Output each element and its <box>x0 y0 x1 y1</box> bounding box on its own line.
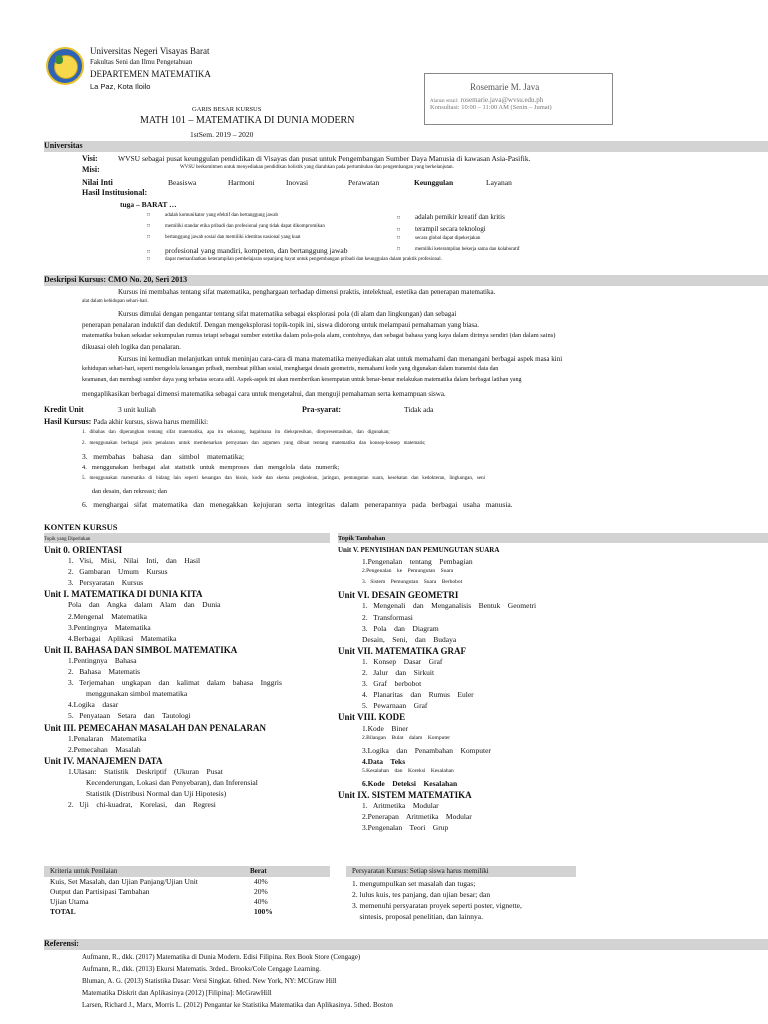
deskripsi-line: Kursus ini kemudian melanjutkan untuk meninjau cara-cara di mana matematika menyediakan alat untuk memahami dan menangani berbagai aspek masa kini <box>118 355 563 363</box>
topic-item: 5.Kesalahan dan Koreksi Kesalahan <box>362 767 454 774</box>
topic-item: 1. Aritmetika Modular <box>362 801 439 811</box>
prasyarat-value: Tidak ada <box>404 405 434 414</box>
hasil-institusional-label: Hasil Institusional: <box>82 188 148 197</box>
deskripsi-line: matematika bukan sekadar sekumpulan rumus tetapi sebagai sumber estetika dalam pola-pola alam, contohnya, dan sebagai bahasa yang kaya dalam dirinya sendiri (dan dalam sains) <box>82 332 556 339</box>
topic-item: Pola dan Angka dalam Alam dan Dunia <box>68 600 221 610</box>
kredit-label: Kredit Unit <box>44 405 84 414</box>
institutional-outcomes-right <box>397 213 697 258</box>
hasil-item: 2. menggunakan berbagai jenis penalaran untuk membenarkan pernyataan dan argumen yang dibuat tentang matematika dan konsep-konsep matematis; <box>82 441 426 446</box>
topic-item: 1.Ulasan: Statistik Deskriptif (Ukuran Pusat <box>68 766 223 776</box>
nilai-inti-label: Nilai Inti <box>82 178 113 187</box>
topic-item: 1.Kode Biner <box>362 723 409 733</box>
topic-item: 1. Visi, Misi, Nilai Inti, dan Hasil <box>68 556 201 566</box>
topic-item: 1.Pengenalan tentang Pembagian <box>362 557 473 567</box>
reference-item: Aufmann, R., dkk. (2013) Ekursi Matematis. 3rded.. Brooks/Cole Cengage Learning. <box>82 965 321 973</box>
topic-item: 3. Pola dan Diagram <box>362 623 439 633</box>
prasyarat-label: Pra-syarat: <box>302 405 342 414</box>
hasil-item: 5. menggunakan matematika di bidang lain seperti keuangan dan bisnis, kode dan skema pengkodean, jaringan, pemungutan suara, kesehatan dan kedokteran, lingkungan, seni <box>82 476 485 481</box>
deskripsi-line: keamanan, dan membagi sumber daya yang terbatas secara adil. Aspek-aspek ini akan memberikan kesempatan untuk benar-benar melakukan matematika dalam berbagai latihan yang <box>82 377 522 383</box>
references-list <box>82 953 393 1013</box>
criteria-name: Output dan Partisipasi Tambahan <box>50 887 150 896</box>
outcome-item: □ memiliki keterampilan bekerja sama dan kolaboratif <box>397 247 520 252</box>
value-beasiswa: Beasiswa <box>168 178 197 187</box>
topic-item: 4.Berbagai Aplikasi Matematika <box>68 633 177 643</box>
criteria-weight: 40% <box>254 877 268 886</box>
unit-heading: Unit VII. MATEMATIKA GRAF <box>338 645 467 656</box>
value-harmoni: Harmoni <box>228 178 255 187</box>
deskripsi-line: alat dalam kehidupan sehari-hari. <box>82 299 149 304</box>
instructor-email: Alamat email: rosemarie.java@wvsu.edu.ph <box>430 96 544 104</box>
criteria-row <box>44 907 330 917</box>
requirement-item: sintesis, proposal penelitian, dan lainnya. <box>352 912 484 921</box>
deskripsi-line: dikuasai oleh logika dan penalaran. <box>82 343 181 351</box>
topik-tambahan-bar: Topik Tambahan <box>338 533 768 543</box>
topic-item: 2. Jalur dan Sirkuit <box>362 668 435 678</box>
kredit-value: 3 unit kuliah <box>118 405 156 414</box>
topic-item: 3. Terjemahan ungkapan dan kalimat dalam bahasa Inggris <box>68 678 282 688</box>
topic-item: Statistik (Distribusi Normal dan Uji Hipotesis) <box>86 789 227 799</box>
criteria-header-row <box>44 866 330 877</box>
topic-item: 3. Graf berbobot <box>362 679 422 689</box>
topic-item: 5. Penyataan Setara dan Tautologi <box>68 711 191 721</box>
topic-item: 2.Pemecahan Masalah <box>68 744 141 754</box>
requirement-item: 1. mengumpulkan set masalah dan tugas; <box>352 879 476 888</box>
requirements-list <box>352 879 522 923</box>
topic-item: 2. Transformasi <box>362 612 413 622</box>
faculty-name: Fakultas Seni dan Ilmu Pengetahuan <box>90 58 193 66</box>
course-title: MATH 101 – MATEMATIKA DI DUNIA MODERN <box>140 115 355 126</box>
misi-label: Misi: <box>82 165 100 174</box>
topic-item: 3. Sistem Pemungutan Suara Berbobot <box>362 579 463 586</box>
topic-item: 2. Gambaran Umum Kursus <box>68 567 168 577</box>
value-layanan: Layanan <box>486 178 512 187</box>
assessment-criteria-table <box>44 866 330 917</box>
outcome-item: □ adalah pemikir kreatif dan kritis <box>397 213 505 221</box>
topic-item: 1. Mengenali dan Menganalisis Bentuk Geometri <box>362 601 537 611</box>
outcome-item: □ terampil secara teknologi <box>397 225 486 233</box>
topic-item: Desain, Seni, dan Budaya <box>362 634 457 644</box>
criteria-row <box>44 887 330 897</box>
topic-item: 2.Bilangan Bulat dalam Komputer <box>362 734 451 741</box>
topic-item: menggunakan simbol matematika <box>86 689 188 699</box>
criteria-weight: 40% <box>254 897 268 906</box>
hasil-item: 4. menggunakan berbagai alat statistik untuk memproses dan mengelola data numerik; <box>82 464 340 471</box>
topic-item: Kecenderungan, Lokasi dan Penyebaran), dan Inferensial <box>86 777 258 787</box>
hasil-item: 3. membahas bahasa dan simbol matematika; <box>82 452 245 461</box>
visi-label: Visi: <box>82 154 98 163</box>
outcome-item: □ secara global dapat dipekerjakan <box>397 236 481 241</box>
topic-item: 2.Mengenal Matematika <box>68 611 147 621</box>
topic-item: 3. Persyaratan Kursus <box>68 578 143 588</box>
hasil-item: 1. dibahas dan diperangkan tentang sifat matematika, apa itu sekarang, bagaimana itu diekspresikan, direpresentasikan, dan digunakan; <box>82 430 390 435</box>
value-inovasi: Inovasi <box>286 178 309 187</box>
semester: 1stSem. 2019 – 2020 <box>190 130 254 139</box>
criteria-row <box>44 877 330 887</box>
criteria-weight: 20% <box>254 887 268 896</box>
topic-item: 3.Pentingnya Matematika <box>68 622 151 632</box>
topic-item: 4.Data Teks <box>362 756 406 766</box>
requirement-item: 3. memenuhi persyaratan proyek seperti poster, vignette, <box>352 901 522 910</box>
section-bar-referensi: Referensi: <box>44 939 768 950</box>
hasil-item: dan desain, dan rekreasi; dan <box>82 488 168 495</box>
unit-heading: Unit IV. MANAJEMEN DATA <box>44 755 163 766</box>
topic-item: 5. Pewarnaan Graf <box>362 701 428 711</box>
unit-heading: Unit 0. ORIENTASI <box>44 545 123 555</box>
unit-heading: Unit V. PENYISIHAN DAN PEMUNGUTAN SUARA <box>338 546 500 554</box>
visi-text: WVSU sebagai pusat keunggulan pendidikan di Visayas dan pusat untuk Pengembangan Sumber Daya Manusia di kawasan Asia-Pasifik. <box>118 154 531 163</box>
topic-item: 1. Konsep Dasar Graf <box>362 656 443 666</box>
konten-title: KONTEN KURSUS <box>44 522 118 532</box>
university-name: Universitas Negeri Visayas Barat <box>90 46 210 56</box>
criteria-weight: 100% <box>254 907 273 916</box>
hasil-kursus-header: Hasil Kursus: Pada akhir kursus, siswa harus memiliki: <box>44 417 209 426</box>
reference-item: Larsen, Richard J., Marx, Morris L. (2012) Pengantar ke Statistika Matematika dan Aplikasinya. 5thed. Boston <box>82 1001 393 1009</box>
university-seal-logo <box>46 47 84 85</box>
topic-item: 2.Penerapan Aritmetika Modular <box>362 812 472 822</box>
topic-item: 4.Logika dasar <box>68 700 119 710</box>
consultation-hours: Konsultasi: 10:00 – 11:00 AM (Senin – Jumat) <box>430 104 552 111</box>
deskripsi-line: kehidupan sehari-hari, seperti mengelola keuangan pribadi, membuat pilihan sosial, menghargai desain geometris, memahami kode yang digunakan dalam transmisi data dan <box>82 366 499 372</box>
deskripsi-line: mengaplikasikan berbagai dimensi matematika sebagai cara untuk mengetahui, dan menguji pemahaman serta kemampuan siswa. <box>82 390 446 398</box>
requirements-header: Persyaratan Kursus: Setiap siswa harus memiliki <box>352 867 489 875</box>
instructor-name: Rosemarie M. Java <box>470 82 540 92</box>
topic-item: 3.Logika dan Penambahan Komputer <box>362 745 491 755</box>
unit-heading: Unit VIII. KODE <box>338 712 406 723</box>
value-keunggulan: Keunggulan <box>414 178 454 187</box>
criteria-name: Kuis, Set Masalah, dan Ujian Panjang/Ujian Unit <box>50 877 198 886</box>
reference-item: Aufmann, R., dkk. (2017) Matematika di Dunia Modern. Edisi Filipina. Rex Book Store (Cengage) <box>82 953 361 961</box>
required-topics-list <box>44 545 334 811</box>
outcome-item: □ bertanggung jawab sosial dan memiliki identitas nasional yang kuat <box>147 235 301 240</box>
unit-heading: Unit I. MATEMATIKA DI DUNIA KITA <box>44 589 203 600</box>
city: La Paz, Kota Iloilo <box>90 82 151 91</box>
deskripsi-line: penerapan penalaran induktif dan deduktif. Dengan mengeksplorasi topik-topik ini, siswa didorong untuk melampaui pemahaman yang biasa. <box>82 321 479 329</box>
department-name: DEPARTEMEN MATEMATIKA <box>90 69 211 79</box>
topic-item: 1.Penalaran Matematika <box>68 733 147 743</box>
weight-header: Berat <box>250 867 267 875</box>
unit-heading: Unit II. BAHASA DAN SIMBOL MATEMATIKA <box>44 644 238 655</box>
criteria-name: TOTAL <box>50 907 76 916</box>
deskripsi-line: Kursus ini membahas tentang sifat matematika, penghargaan terhadap dimensi praktis, intelektual, estetika dan penerapan matematika. <box>118 288 496 296</box>
section-bar-universitas: Universitas <box>44 141 768 152</box>
topic-item: 3.Pengenalan Teori Grup <box>362 823 449 833</box>
hasil-item: 6. menghargai sifat matematika dan menegakkan kejujuran serta integritas dalam penerapannya pada berbagai usaha manusia. <box>82 500 513 509</box>
topic-item: 4. Planaritas dan Rumus Euler <box>362 690 474 700</box>
topic-item: 2.Pengenalan ke Pemungutan Suara <box>362 568 454 575</box>
topic-item: 1.Pentingnya Bahasa <box>68 655 137 665</box>
outcome-item: □ profesional yang mandiri, kompeten, dan bertanggung jawab <box>147 246 348 255</box>
criteria-header: Kriteria untuk Penilaian <box>50 867 118 875</box>
requirement-item: 2. lulus kuis, tes panjang, dan ujian besar; dan <box>352 890 491 899</box>
deskripsi-line: Kursus dimulai dengan pengantar tentang sifat matematika sebagai eksplorasi pola (di alam dan lingkungan) dan sebagai <box>118 310 457 318</box>
topic-item: 6.Kode Deteksi Kesalahan <box>362 778 458 788</box>
outcome-item: □ dapat memanfaatkan keterampilan pembelajaran sepanjang hayat untuk pengembangan pribadi dan keunggulan dalam praktik profesional. <box>147 257 442 262</box>
topic-item: 2. Uji chi-kuadrat, Korelasi, dan Regresi <box>68 800 216 810</box>
outcome-item: □ memiliki standar etika pribadi dan profesional yang tidak dapat dikompromikan <box>147 224 325 229</box>
requirements-header-bar <box>346 866 576 877</box>
unit-heading: Unit VI. DESAIN GEOMETRI <box>338 590 459 601</box>
unit-heading: Unit III. PEMECAHAN MASALAH DAN PENALARAN <box>44 722 267 733</box>
criteria-name: Ujian Utama <box>50 897 89 906</box>
section-bar-deskripsi: Deskripsi Kursus: CMO No. 20, Seri 2013 <box>44 275 768 286</box>
unit-heading: Unit IX. SISTEM MATEMATIKA <box>338 790 472 801</box>
outcome-item: □ adalah komunikator yang efektif dan bertanggung jawab <box>147 213 279 218</box>
value-perawatan: Perawatan <box>348 178 380 187</box>
garis-besar-title: GARIS BESAR KURSUS <box>192 106 262 113</box>
criteria-row <box>44 897 330 907</box>
misi-text: WVSU berkomitmen untuk menyediakan pendidikan holistik yang diarahkan pada pertumbuhan dan pengembangan yang berkelanjutan. <box>180 165 454 170</box>
topic-item: 2. Bahasa Matematis <box>68 667 141 677</box>
additional-topics-list <box>338 546 638 834</box>
topik-diperlukan-bar: Topik yang Diperlukan <box>44 533 330 543</box>
reference-item: Bluman, A. G. (2013) Statistika Dasar: Versi Singkat. 6thed. New York, NY: MCGraw Hill <box>82 977 337 985</box>
barat-label: tuga – BARAT … <box>120 200 177 209</box>
reference-item: Matematika Diskrit dan Aplikasinya (2012) [Filipina]: McGrawHill <box>82 989 272 997</box>
